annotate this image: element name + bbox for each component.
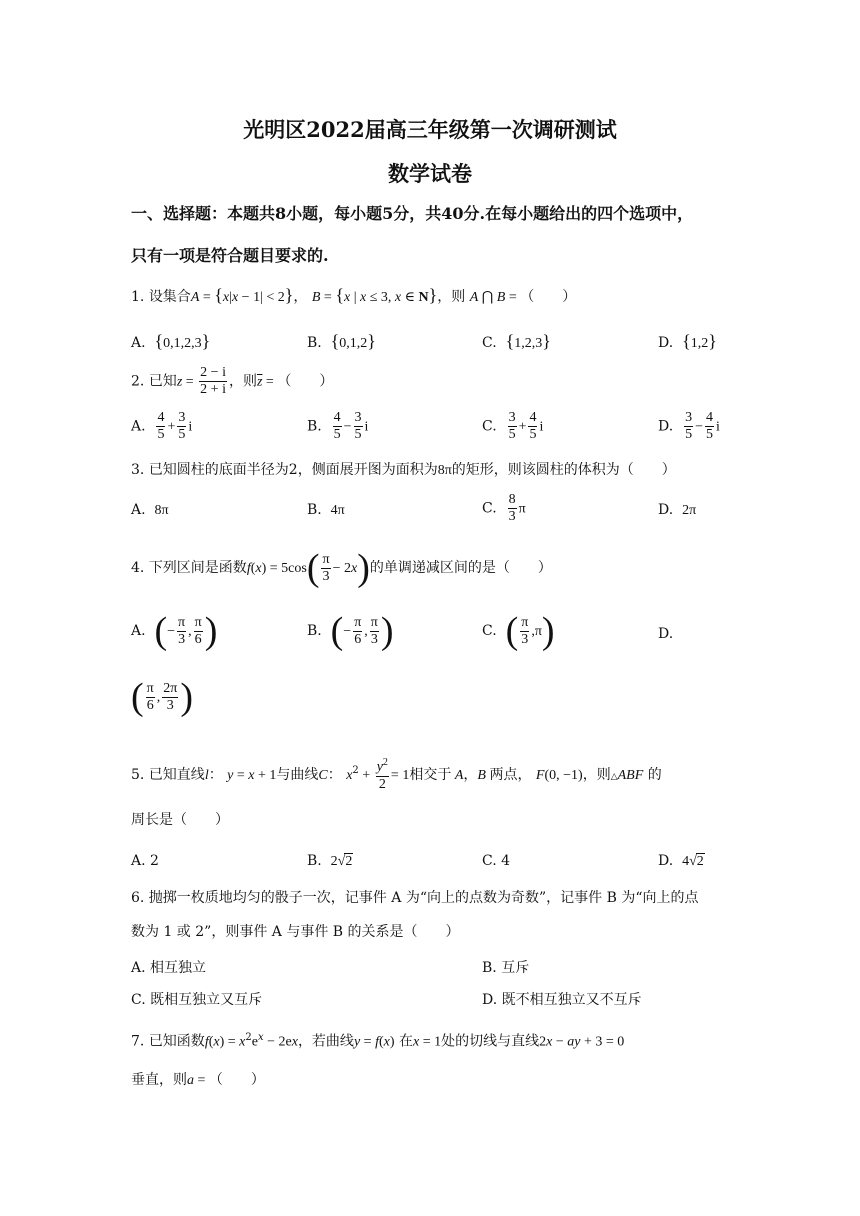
q4-option-d-label: D. <box>658 626 674 642</box>
q6-option-c: C. 既相互独立又互斥 <box>131 992 263 1008</box>
q6-line2: 数为 1 或 2”，则事件 A 与事件 B 的关系是（ ） <box>131 924 460 940</box>
q4-option-c: C. ( $\frac{\pi}{3}$ ,π) <box>482 610 555 652</box>
q3-option-c: C. $\frac{8}{3}$ π <box>482 492 526 524</box>
q2-option-c: C. $\frac{3}{5}$ + $\frac{4}{5}$ i <box>482 410 544 442</box>
q1-option-d: D. {1,2} <box>658 331 717 351</box>
q1-option-c: C. {1,2,3} <box>482 331 551 351</box>
q6-option-d: D. 既不相互独立又不互斥 <box>482 992 642 1008</box>
question-2: 2. 已知z = $\frac{2 - i}{2 + i}$ ，则$\overline{z}$ = （ ） <box>131 365 334 397</box>
q6-line1: 6. 抛掷一枚质地均匀的骰子一次，记事件 A 为“向上的点数为奇数”，记事件 B 为“向上的点 <box>131 890 699 906</box>
q6-option-b: B. 互斥 <box>482 960 530 976</box>
question-1: 1. 设集合A = {x|x − 1| < 2}， B = {x | x ≤ 3, x ∈ N}，则 A ⋂ B = （ ） <box>131 285 577 305</box>
q5-line2: 周长是（ ） <box>131 812 229 828</box>
q2-option-d: D. $\frac{3}{5}$ − $\frac{4}{5}$ i <box>658 410 720 442</box>
exam-title: 光明区2022届高三年级第一次调研测试 <box>243 117 617 142</box>
q6-option-a: A. 相互独立 <box>131 960 207 976</box>
question-4: 4. 下列区间是函数f(x) = 5cos( $\frac{\pi}{3}$ − 2x)的单调递减区间的是（ ） <box>131 547 552 589</box>
q1-option-a: A. {0,1,2,3} <box>131 331 211 351</box>
q2-option-a: A. $\frac{4}{5}$ + $\frac{3}{5}$ i <box>131 410 193 442</box>
q1-option-b: B. {0,1,2} <box>307 331 376 351</box>
question-5: 5. 已知直线l： y = x + 1与曲线C： $x^2$ + $\frac{y^2}{2}$ = 1相交于 A，B 两点， F(0, −1)，则△ABF 的 <box>131 757 662 792</box>
q1-then: ，则 <box>437 289 466 305</box>
q4-option-b: B. (− $\frac{\pi}{6}$ , $\frac{\pi}{3}$ ) <box>307 610 394 652</box>
section-heading-line2: 只有一项是符合题目要求的. <box>131 246 329 265</box>
exam-subtitle: 数学试卷 <box>388 161 472 186</box>
q5-option-b: B. 2√2 <box>307 853 353 869</box>
section-heading-line1: 一、选择题：本题共8小题，每小题5分，共40分.在每小题给出的四个选项中， <box>131 204 694 223</box>
q5-option-c: C. 4 <box>482 853 511 869</box>
q3-option-a: A. 8π <box>131 502 169 518</box>
q1-prefix: 设集合 <box>148 289 191 305</box>
question-3: 3. 已知圆柱的底面半径为2，侧面展开图为面积为8π的矩形，则该圆柱的体积为（ ） <box>131 462 676 478</box>
q3-option-b: B. 4π <box>307 502 345 518</box>
q3-option-d: D. 2π <box>658 502 697 518</box>
q2-option-b: B. $\frac{4}{5}$ − $\frac{3}{5}$ i <box>307 410 369 442</box>
q7-line2: 垂直，则a = （ ） <box>131 1072 265 1088</box>
q4-option-d: ( $\frac{\pi}{6}$ , $\frac{2\pi}{3}$ ) <box>131 676 193 718</box>
q5-option-d: D. 4√2 <box>658 853 704 869</box>
q4-option-a: A. (− $\frac{\pi}{3}$ , $\frac{\pi}{6}$ ) <box>131 610 218 652</box>
q1-number: 1. <box>131 289 145 305</box>
question-7: 7. 已知函数$f(x) = x^2e^x - 2ex$，若曲线y = f(x) 在x = 1处的切线与直线2x − ay + 3 = 0 <box>131 1032 625 1050</box>
q1-sep: ， <box>293 289 308 305</box>
q5-option-a: A. 2 <box>131 853 159 869</box>
